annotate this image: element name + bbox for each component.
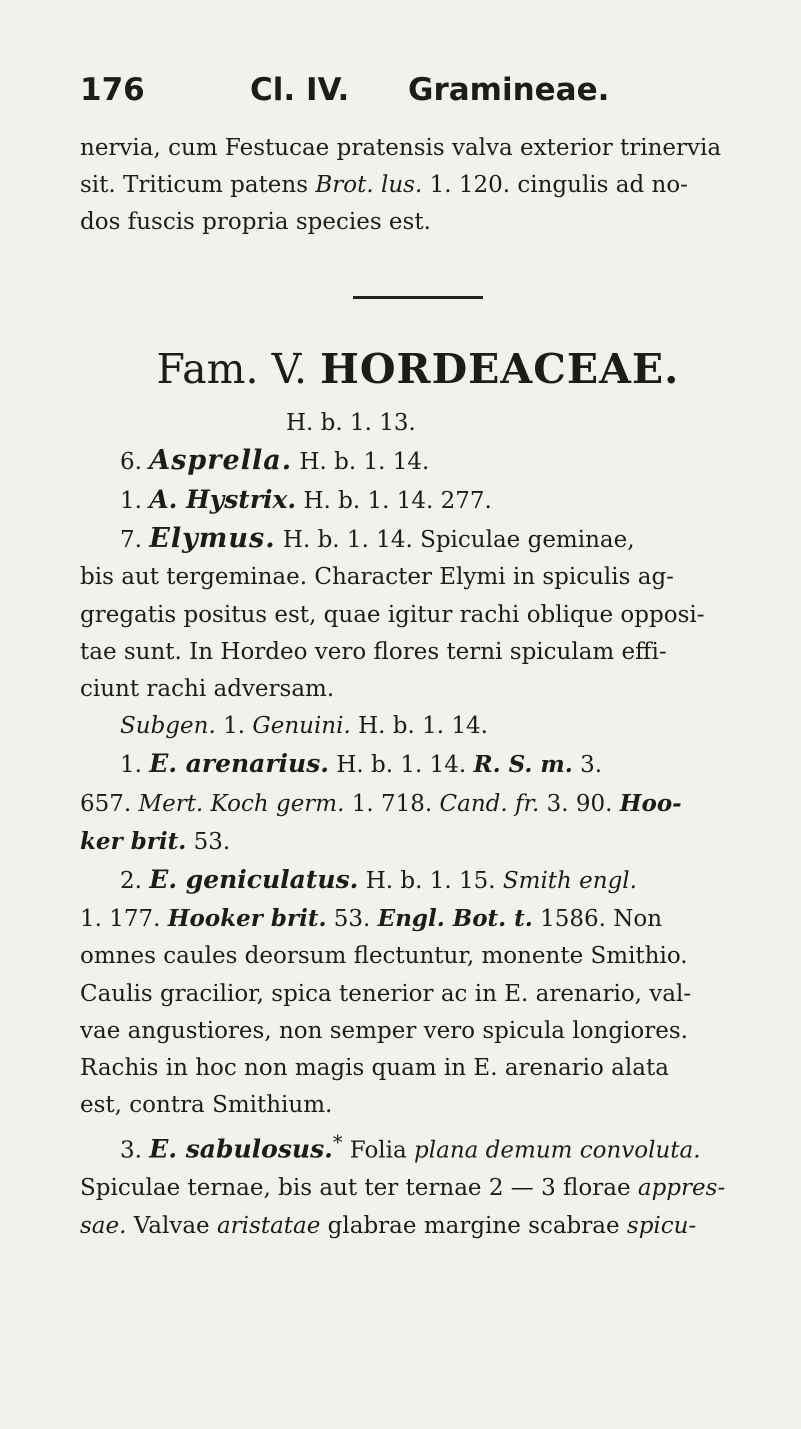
text: 1. xyxy=(215,713,253,740)
text: sit. Triticum patens xyxy=(80,172,316,199)
species-name: E. sabulosus. xyxy=(149,1135,333,1165)
book-page xyxy=(80,72,756,1245)
citation: ker brit. xyxy=(80,827,187,855)
family-heading xyxy=(80,343,756,395)
text: Folia xyxy=(342,1138,415,1165)
text-line xyxy=(80,976,756,1013)
text: 1. 177. xyxy=(80,906,168,933)
text: Caulis gracilior, spica tenerior ac in E. arenario, val- xyxy=(80,980,692,1007)
species-number: 3. xyxy=(120,1138,142,1165)
subgenus-label: Subgen. xyxy=(120,713,216,740)
text: est, contra Smithium. xyxy=(80,1092,333,1119)
family-label: Gramineae. xyxy=(408,72,610,108)
reference: H. b. 1. 14. xyxy=(350,713,488,740)
text: 53. xyxy=(186,828,231,855)
reference: H. b. 1. 14. xyxy=(329,752,474,779)
emphasis: appres- xyxy=(637,1175,726,1202)
text-line xyxy=(80,938,756,975)
emphasis: plana demum convoluta. xyxy=(414,1138,701,1165)
text-line xyxy=(80,597,756,634)
species-number: 1. xyxy=(120,488,142,515)
text: tae sunt. In Hordeo vero flores terni spiculam effi- xyxy=(80,638,667,665)
species-name: A. Hystrix. xyxy=(149,485,297,515)
text: glabrae margine scabrae xyxy=(320,1212,627,1239)
text-line xyxy=(80,785,756,823)
text-line xyxy=(80,559,756,596)
reference: H. b. 1. 14. xyxy=(299,448,430,475)
text: Rachis in hoc non magis quam in E. arenario alata xyxy=(80,1055,669,1082)
running-header xyxy=(80,72,756,120)
subgenus-name: Genuini. xyxy=(252,713,351,740)
species-name: E. arenarius. xyxy=(149,749,330,779)
text-line xyxy=(80,823,756,861)
species-number: 2. xyxy=(120,868,142,895)
text-line xyxy=(80,634,756,671)
text: 657. xyxy=(80,790,139,817)
reference: H. b. 1. 15. xyxy=(358,868,503,895)
text: dos fuscis propria species est. xyxy=(80,209,431,236)
citation: Engl. Bot. t. xyxy=(377,905,533,933)
intro-line-1 xyxy=(80,130,756,167)
text: 3. xyxy=(572,752,603,779)
text: omnes caules deorsum flectuntur, monente Smithio. xyxy=(80,943,688,970)
emphasis: spicu- xyxy=(626,1212,697,1239)
species-geniculatus xyxy=(80,861,756,900)
text: Spiculae ternae, bis aut ter ternae 2 — 3 florae xyxy=(80,1175,638,1202)
citation: R. S. m. xyxy=(473,751,573,779)
intro-line-3 xyxy=(80,204,756,241)
citation: Hooker brit. xyxy=(167,905,327,933)
text: bis aut tergeminae. Character Elymi in spiculis ag- xyxy=(80,564,674,591)
genus-elymus xyxy=(80,520,756,559)
family-name: HORDEACEAE. xyxy=(320,344,680,393)
page-number: 176 xyxy=(80,72,145,108)
species-arenarius xyxy=(80,745,756,784)
text-line xyxy=(80,1170,756,1207)
text: ciunt rachi adversam. xyxy=(80,676,335,703)
text-line xyxy=(80,900,756,938)
text-line xyxy=(80,671,756,708)
text: vae angustiores, non semper vero spicula longiores. xyxy=(80,1017,688,1044)
citation: Mert. Koch germ. xyxy=(138,790,345,817)
genus-name: Asprella. xyxy=(149,444,293,476)
class-label: Cl. IV. xyxy=(250,72,350,108)
text: 3. 90. xyxy=(539,790,620,817)
family-reference xyxy=(80,405,756,442)
text: 1. 718. xyxy=(344,790,440,817)
species-hystrix xyxy=(80,481,756,520)
text-line xyxy=(80,1087,756,1124)
genus-number: 6. xyxy=(120,448,142,475)
text: H. b. 1. 13. xyxy=(286,409,416,436)
citation: Hoo- xyxy=(619,789,682,817)
footnote-marker: * xyxy=(332,1131,343,1155)
genus-name: Elymus. xyxy=(149,523,276,555)
reference: H. b. 1. 14. 277. xyxy=(303,488,492,515)
text: Valvae xyxy=(126,1212,217,1239)
text-line xyxy=(80,1208,756,1245)
species-name: E. geniculatus. xyxy=(149,865,359,895)
text: 1586. Non xyxy=(532,906,663,933)
text: H. b. 1. 14. Spiculae geminae, xyxy=(282,527,635,554)
text-line xyxy=(80,1050,756,1087)
family-prefix: Fam. V. xyxy=(156,344,308,393)
emphasis: aristatae xyxy=(216,1212,321,1239)
genus-number: 7. xyxy=(120,527,142,554)
genus-asprella xyxy=(80,442,756,481)
section-divider xyxy=(353,296,483,299)
text: nervia, cum Festucae pratensis valva exterior trinervia xyxy=(80,135,722,161)
intro-line-2 xyxy=(80,167,756,204)
text-line xyxy=(80,1013,756,1050)
species-sabulosus xyxy=(80,1124,756,1170)
subgenus-line xyxy=(80,708,756,745)
emphasis: sae. xyxy=(80,1212,127,1239)
citation: Brot. lus. xyxy=(315,172,423,199)
citation: Smith engl. xyxy=(502,868,637,895)
citation: Cand. fr. xyxy=(439,790,540,817)
text: 53. xyxy=(326,906,378,933)
species-number: 1. xyxy=(120,752,142,779)
text: 1. 120. cingulis ad no- xyxy=(422,172,688,199)
text: gregatis positus est, quae igitur rachi oblique opposi- xyxy=(80,601,705,628)
